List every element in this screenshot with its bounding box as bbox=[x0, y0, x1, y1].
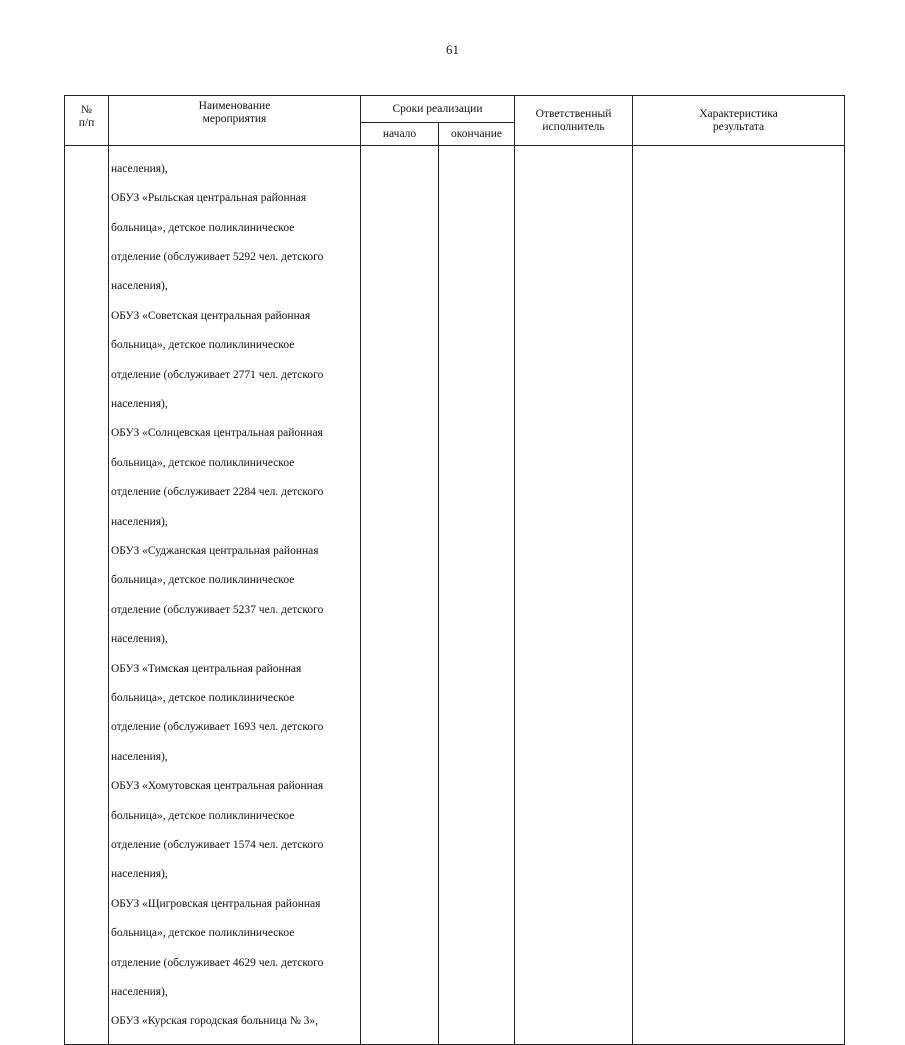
name-line: ОБУЗ «Суджанская центральная районная bbox=[111, 544, 319, 557]
name-line: отделение (обслуживает 4629 чел. детского bbox=[111, 956, 324, 969]
name-line: больница», детское поликлиническое bbox=[111, 809, 295, 822]
name-line: населения), bbox=[111, 397, 168, 410]
name-line: больница», детское поликлиническое bbox=[111, 692, 295, 705]
name-line: населения), bbox=[111, 868, 168, 881]
name-line: населения), bbox=[111, 515, 168, 528]
name-line: больница», детское поликлиническое bbox=[111, 927, 295, 940]
header-responsible: Ответственный исполнитель bbox=[515, 96, 633, 146]
name-line: отделение (обслуживает 5237 чел. детского bbox=[111, 603, 324, 616]
name-line: ОБУЗ «Рыльская центральная районная bbox=[111, 192, 307, 205]
cell-end bbox=[439, 146, 515, 1045]
name-line: отделение (обслуживает 2771 чел. детского bbox=[111, 368, 324, 381]
table-row bbox=[65, 146, 845, 1045]
header-row bbox=[65, 96, 845, 123]
name-line: ОБУЗ «Хомутовская центральная районная bbox=[111, 780, 324, 793]
cell-name bbox=[109, 146, 361, 1045]
name-line: отделение (обслуживает 1574 чел. детского bbox=[111, 839, 324, 852]
measures-table bbox=[64, 95, 845, 1045]
name-line: населения), bbox=[111, 162, 168, 175]
name-line: отделение (обслуживает 5292 чел. детского bbox=[111, 250, 324, 263]
name-line: больница», детское поликлиническое bbox=[111, 456, 295, 469]
cell-result bbox=[633, 146, 845, 1045]
header-result: Характеристика результата bbox=[633, 96, 845, 146]
header-start: начало bbox=[361, 123, 439, 146]
name-line: населения), bbox=[111, 986, 168, 999]
name-line: населения), bbox=[111, 750, 168, 763]
name-line: ОБУЗ «Тимская центральная районная bbox=[111, 662, 302, 675]
page-number: 61 bbox=[446, 42, 459, 57]
name-line: населения), bbox=[111, 280, 168, 293]
header-end: окончание bbox=[439, 123, 515, 146]
name-line: больница», детское поликлиническое bbox=[111, 339, 295, 352]
name-line: ОБУЗ «Щигровская центральная районная bbox=[111, 897, 321, 910]
name-line: ОБУЗ «Солнцевская центральная районная bbox=[111, 427, 323, 440]
name-line: ОБУЗ «Советская центральная районная bbox=[111, 309, 311, 322]
cell-responsible bbox=[515, 146, 633, 1045]
name-line: ОБУЗ «Курская городская больница № 3», bbox=[111, 1015, 319, 1028]
header-num: № п/п bbox=[65, 96, 109, 146]
name-line: больница», детское поликлиническое bbox=[111, 221, 295, 234]
name-line: отделение (обслуживает 2284 чел. детского bbox=[111, 486, 324, 499]
header-name: Наименование мероприятия bbox=[109, 96, 361, 146]
cell-num bbox=[65, 146, 109, 1045]
name-line: населения), bbox=[111, 633, 168, 646]
name-line: больница», детское поликлиническое bbox=[111, 574, 295, 587]
name-line: отделение (обслуживает 1693 чел. детского bbox=[111, 721, 324, 734]
cell-start bbox=[361, 146, 439, 1045]
header-terms: Сроки реализации bbox=[361, 96, 515, 123]
